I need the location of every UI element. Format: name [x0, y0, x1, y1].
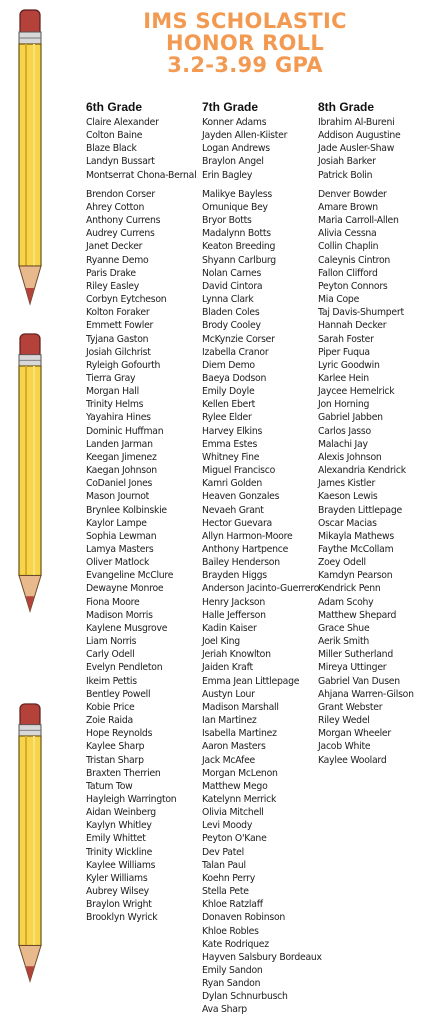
student-name: Aerik Smith: [318, 636, 369, 648]
student-name: Tristan Sharp: [86, 754, 144, 766]
student-name: Malachi Jay: [318, 438, 368, 450]
student-name: Kamri Golden: [202, 478, 263, 490]
grade-7-heading: 7th Grade: [202, 100, 259, 114]
student-name: Ryleigh Gofourth: [86, 359, 161, 371]
student-name: Ian Martinez: [202, 715, 257, 727]
student-name: Kate Rodriquez: [202, 938, 269, 950]
student-name: Montserrat Chona-Bernal: [86, 169, 197, 181]
student-name: Collin Chaplin: [318, 241, 379, 253]
student-name: Kaylor Lampe: [86, 517, 147, 529]
student-name: Isabella Martinez: [202, 728, 277, 740]
student-name: Shyann Carlburg: [202, 254, 276, 266]
student-name: Stella Pete: [202, 886, 249, 898]
student-name: James Kistler: [318, 478, 376, 490]
student-name: Emily Whittet: [86, 833, 146, 845]
student-name: Madison Marshall: [202, 701, 279, 713]
student-name: Braylon Wright: [86, 899, 152, 911]
student-name: Dewayne Monroe: [86, 583, 164, 595]
grade-8-heading: 8th Grade: [318, 100, 375, 114]
student-name: Jon Horning: [318, 399, 370, 411]
student-name: Braylon Angel: [202, 156, 264, 168]
student-name: Nolan Carnes: [202, 267, 262, 279]
title-line-3: 3.2-3.99 GPA: [167, 53, 323, 77]
student-name: Alexandria Kendrick: [318, 465, 406, 477]
student-name: Braxten Therrien: [86, 767, 161, 779]
student-name: Kaylee Woolard: [318, 754, 387, 766]
student-name: Karlee Hein: [318, 372, 369, 384]
student-name: Brooklyn Wyrick: [86, 912, 158, 924]
student-name: Maria Carroll-Allen: [318, 215, 399, 227]
student-name: Jaiden Kraft: [202, 662, 253, 674]
student-name: Keegan Jimenez: [86, 451, 157, 463]
student-name: Landen Jarman: [86, 438, 153, 450]
student-name: Hayleigh Warrington: [86, 793, 177, 805]
student-name: Logan Andrews: [202, 143, 270, 155]
student-name: Riley Easley: [86, 280, 140, 292]
student-name: Morgan Hall: [86, 386, 139, 398]
grade-6-name-list: [86, 116, 196, 925]
student-name: Colton Baine: [86, 130, 143, 142]
student-name: Brayden Higgs: [202, 570, 267, 582]
student-name: Caleynis Cintron: [318, 254, 391, 266]
student-name: Heaven Gonzales: [202, 491, 280, 503]
student-name: Ava Sharp: [202, 1004, 247, 1016]
student-name: Alexis Johnson: [318, 451, 382, 463]
student-name: Anderson Jacinto-Guerrero: [202, 583, 320, 595]
student-name: Peyton O'Kane: [202, 833, 267, 845]
student-name: Kolton Foraker: [86, 307, 150, 319]
student-name: Dev Patel: [202, 846, 244, 858]
student-name: Ryanne Demo: [86, 254, 149, 266]
student-name: Khloe Robles: [202, 925, 259, 937]
student-name: Denver Bowder: [318, 188, 387, 200]
student-name: Kyler Williams: [86, 872, 148, 884]
student-name: Grant Webster: [318, 701, 383, 713]
student-name: Corbyn Eytcheson: [86, 294, 167, 306]
student-name: Zoey Odell: [318, 557, 366, 569]
student-name: Morgan McLenon: [202, 767, 278, 779]
student-name: Whitney Fine: [202, 451, 260, 463]
student-name: Bladen Coles: [202, 307, 260, 319]
student-name: Jaycee Hemelrick: [318, 386, 395, 398]
student-name: Mason Journot: [86, 491, 150, 503]
student-name: Taj Davis-Shumpert: [318, 307, 404, 319]
student-name: Henry Jackson: [202, 596, 265, 608]
grade-6-heading: 6th Grade: [86, 100, 143, 114]
student-name: Hannah Decker: [318, 320, 387, 332]
student-name: Gabriel Van Dusen: [318, 675, 400, 687]
student-name: Ibrahim Al-Bureni: [318, 117, 395, 128]
student-name: Tierra Gray: [86, 372, 136, 384]
student-name: Rylee Elder: [202, 412, 252, 424]
student-name: Levi Moody: [202, 820, 253, 832]
student-name: Khloe Ratzlaff: [202, 899, 263, 911]
student-name: Anthony Currens: [86, 215, 161, 227]
student-name: Lyric Goodwin: [318, 359, 380, 371]
student-name: Nevaeh Grant: [202, 504, 264, 516]
student-name: CoDaniel Jones: [86, 478, 153, 490]
student-name: Oscar Macias: [318, 517, 377, 529]
student-name: Erin Bagley: [202, 169, 253, 181]
student-name: Claire Alexander: [86, 117, 159, 128]
title-line-1: IMS SCHOLASTIC: [143, 9, 347, 33]
student-name: Bryor Botts: [202, 215, 252, 227]
student-name: Peyton Connors: [318, 280, 388, 292]
student-name: Trinity Wickline: [86, 846, 153, 858]
student-name: Kaylyn Whitley: [86, 820, 152, 832]
student-name: Landyn Bussart: [86, 156, 155, 168]
student-name: Emily Doyle: [202, 386, 255, 398]
student-name: Mireya Uttinger: [318, 662, 387, 674]
grade-8-name-list: [318, 116, 414, 767]
student-name: Faythe McCollam: [318, 544, 394, 555]
pencil-icon: [12, 8, 48, 310]
student-name: Donaven Robinson: [202, 912, 286, 924]
grade-7-name-list: [202, 116, 322, 1017]
student-name: Emily Sandon: [202, 965, 263, 976]
student-name: Emmett Fowler: [86, 320, 154, 332]
student-name: Grace Shue: [318, 622, 370, 634]
student-name: Paris Drake: [86, 267, 136, 279]
student-name: Carlos Jasso: [318, 425, 371, 437]
student-name: Harvey Elkins: [202, 425, 263, 437]
student-name: Diem Demo: [202, 359, 255, 371]
student-name: Aubrey Wilsey: [86, 886, 149, 898]
student-name: Jack McAfee: [202, 754, 256, 766]
student-name: McKynzie Corser: [202, 333, 275, 345]
student-name: Fiona Moore: [86, 596, 140, 608]
student-name: Jade Ausler-Shaw: [318, 143, 395, 155]
student-name: Halle Jefferson: [202, 609, 266, 621]
student-name: Jayden Allen-Kiister: [202, 130, 288, 142]
student-name: Miguel Francisco: [202, 465, 276, 477]
student-name: Ikeim Pettis: [86, 675, 137, 687]
student-name: Keaton Breeding: [202, 241, 276, 253]
student-name: Lamya Masters: [86, 544, 154, 555]
student-name: Janet Decker: [86, 241, 143, 253]
student-name: Brody Cooley: [202, 320, 261, 332]
student-name: Brayden Littlepage: [318, 504, 402, 516]
student-name: Austyn Lour: [202, 688, 255, 700]
pencil-icon: [12, 332, 48, 617]
student-name: Emma Estes: [202, 438, 258, 450]
title-line-2: HONOR ROLL: [165, 31, 325, 55]
page-title: [70, 10, 420, 76]
student-name: Carly Odell: [86, 649, 135, 661]
student-name: Madalynn Botts: [202, 228, 271, 240]
student-name: Kamdyn Pearson: [318, 570, 393, 582]
student-name: Alivia Cessna: [318, 228, 377, 240]
student-name: Konner Adams: [202, 117, 267, 128]
student-name: Jacob White: [318, 741, 371, 753]
student-name: Omunique Bey: [202, 201, 268, 213]
student-name: Morgan Wheeler: [318, 728, 391, 740]
student-name: Hope Reynolds: [86, 728, 153, 740]
student-name: Hector Guevara: [202, 517, 272, 529]
student-name: Matthew Shepard: [318, 609, 397, 621]
student-name: Baeya Dodson: [202, 372, 267, 384]
student-name: Bailey Henderson: [202, 557, 280, 569]
student-name: Evangeline McClure: [86, 570, 174, 582]
student-name: Izabella Cranor: [202, 346, 269, 358]
student-name: Kadin Kaiser: [202, 622, 257, 634]
student-name: Brynlee Kolbinskie: [86, 504, 167, 516]
student-name: Kaylee Williams: [86, 859, 156, 871]
student-name: Ahjana Warren-Gilson: [318, 688, 414, 700]
student-name: Liam Norris: [86, 636, 137, 648]
student-name: Blaze Black: [86, 143, 137, 155]
student-name: Olivia Mitchell: [202, 807, 264, 819]
student-name: Allyn Harmon-Moore: [202, 530, 293, 542]
student-name: Oliver Matlock: [86, 557, 150, 569]
student-name: Aaron Masters: [202, 741, 266, 753]
grade-6-column: [86, 99, 196, 941]
student-name: Riley Wedel: [318, 715, 370, 727]
student-name: Gabriel Jabben: [318, 412, 383, 424]
student-name: Patrick Bolin: [318, 169, 373, 181]
student-name: Kaegan Johnson: [86, 465, 157, 477]
student-name: Talan Paul: [202, 859, 246, 871]
student-name: Yayahira Hines: [86, 412, 151, 424]
student-name: Fallon Clifford: [318, 267, 378, 279]
student-name: Kaylene Musgrove: [86, 622, 168, 634]
student-name: Tatum Tow: [86, 780, 133, 792]
student-name: Madison Morris: [86, 609, 153, 621]
student-name: Sophia Lewman: [86, 530, 157, 542]
student-name: Evelyn Pendleton: [86, 662, 163, 674]
student-name: Addison Augustine: [318, 130, 401, 142]
student-name: Mikayla Mathews: [318, 530, 394, 542]
student-name: Kaylee Sharp: [86, 741, 145, 753]
student-name: Bentley Powell: [86, 688, 151, 700]
student-name: Katelynn Merrick: [202, 793, 277, 805]
student-name: Josiah Barker: [318, 156, 376, 168]
student-name: Miller Sutherland: [318, 649, 393, 661]
student-name: Malikye Bayless: [202, 188, 272, 200]
student-name: Trinity Helms: [86, 399, 144, 411]
student-name: Josiah Gilchrist: [86, 346, 151, 358]
student-name: Kellen Ebert: [202, 399, 256, 411]
grade-7-column: [202, 99, 322, 1033]
student-name: Dominic Huffman: [86, 425, 164, 437]
student-name: Adam Scohy: [318, 596, 374, 608]
student-name: David Cintora: [202, 280, 263, 292]
student-name: Amare Brown: [318, 201, 378, 213]
student-name: Zoie Raida: [86, 715, 133, 727]
student-name: Aidan Weinberg: [86, 807, 156, 819]
student-name: Dylan Schnurbusch: [202, 991, 288, 1003]
student-name: Mia Cope: [318, 294, 360, 306]
student-name: Jeriah Knowlton: [202, 649, 271, 661]
student-name: Kendrick Penn: [318, 583, 381, 595]
student-name: Tyjana Gaston: [86, 333, 149, 345]
student-name: Lynna Clark: [202, 294, 254, 306]
student-name: Kaeson Lewis: [318, 491, 378, 503]
student-name: Anthony Hartpence: [202, 544, 289, 555]
student-name: Ahrey Cotton: [86, 201, 145, 213]
student-name: Kobie Price: [86, 701, 135, 713]
grade-8-column: [318, 99, 414, 783]
student-name: Matthew Mego: [202, 780, 268, 792]
student-name: Emma Jean Littlepage: [202, 675, 300, 687]
student-name: Brendon Corser: [86, 188, 155, 200]
student-name: Joel King: [202, 636, 240, 648]
student-name: Koehn Perry: [202, 872, 256, 884]
pencil-icon: [12, 702, 48, 987]
student-name: Audrey Currens: [86, 228, 155, 240]
student-name: Hayven Salsbury Bordeaux: [202, 951, 322, 963]
student-name: Piper Fuqua: [318, 346, 370, 358]
student-name: Sarah Foster: [318, 333, 374, 345]
student-name: Ryan Sandon: [202, 978, 261, 990]
